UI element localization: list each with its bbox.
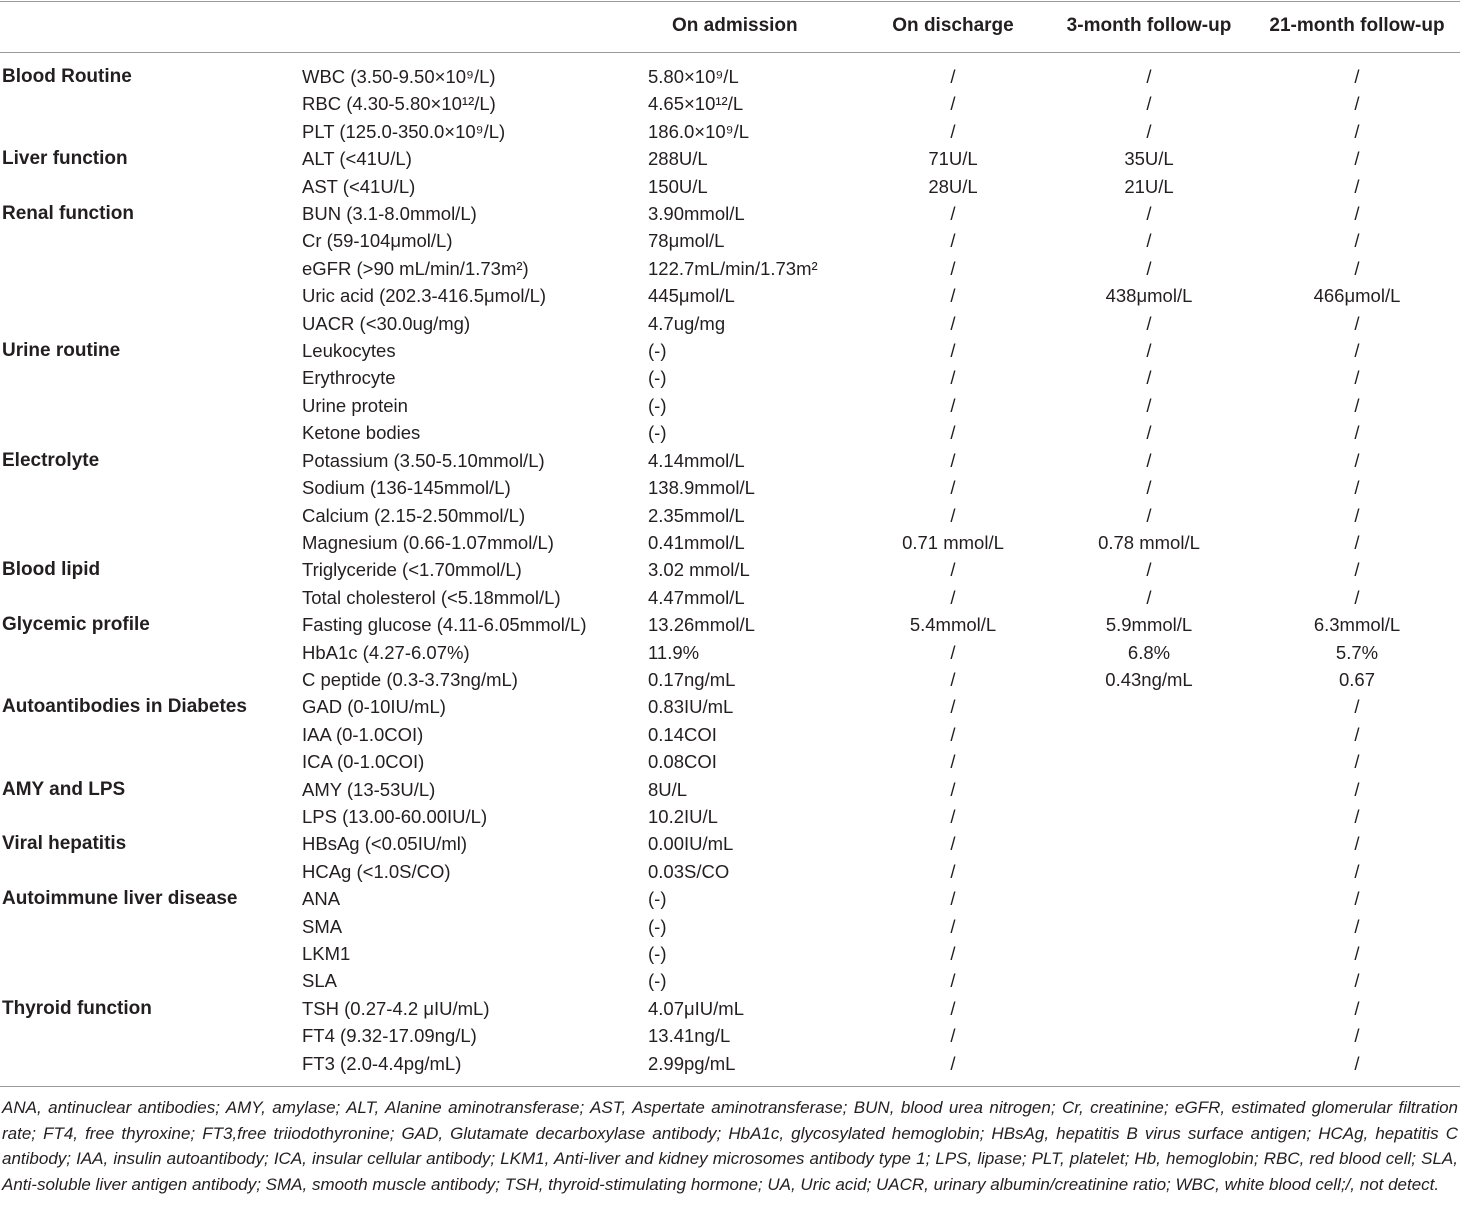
month21-cell: /: [1354, 477, 1360, 499]
month3-cell: /: [1146, 367, 1152, 389]
month3-cell: [1044, 1022, 1254, 1049]
month21-cell: /: [1354, 751, 1360, 773]
discharge-cell: /: [950, 559, 956, 581]
table-row: [0, 1050, 1460, 1077]
test-cell: Magnesium (0.66-1.07mmol/L): [302, 531, 554, 553]
group-cell: Urine routine: [2, 340, 121, 362]
admission-cell: 4.14mmol/L: [648, 449, 745, 471]
test-cell: FT3 (2.0-4.4pg/mL): [302, 1052, 462, 1074]
test-cell: TSH (0.27-4.2 μIU/mL): [302, 997, 490, 1019]
test-cell: IAA (0-1.0COI): [302, 723, 424, 745]
table-row: [0, 1022, 1460, 1049]
month3-cell: [1044, 693, 1254, 720]
table-row: [0, 419, 1460, 446]
group-cell: [0, 584, 302, 611]
discharge-cell: /: [950, 66, 956, 87]
discharge-cell: /: [950, 367, 956, 389]
month21-cell: /: [1354, 504, 1360, 526]
discharge-cell: 28U/L: [928, 175, 978, 197]
discharge-cell: /: [950, 1052, 956, 1074]
discharge-cell: 5.4mmol/L: [909, 614, 997, 636]
month21-cell: /: [1354, 449, 1360, 471]
test-cell: UACR (<30.0ug/mg): [302, 312, 471, 334]
group-cell: Viral hepatitis: [2, 833, 127, 855]
discharge-cell: /: [950, 285, 956, 307]
group-cell: [0, 282, 302, 309]
table-row: [0, 666, 1460, 693]
admission-cell: 0.83IU/mL: [648, 696, 734, 718]
table-row: [0, 858, 1460, 885]
group-cell: [0, 118, 302, 145]
test-cell: SLA: [302, 970, 337, 992]
discharge-cell: /: [950, 751, 956, 773]
discharge-cell: /: [950, 805, 956, 827]
month21-cell: /: [1354, 888, 1360, 910]
discharge-cell: /: [950, 120, 956, 142]
table-row: [0, 693, 1460, 720]
admission-cell: 138.9mmol/L: [648, 477, 755, 499]
admission-cell: 78μmol/L: [648, 230, 725, 252]
discharge-cell: /: [950, 915, 956, 937]
bottom-rule: [0, 1086, 1460, 1087]
test-cell: WBC (3.50-9.50×10⁹/L): [302, 66, 496, 87]
test-cell: AST (<41U/L): [302, 175, 416, 197]
table-row: [0, 913, 1460, 940]
discharge-cell: /: [950, 477, 956, 499]
month3-cell: [1044, 967, 1254, 994]
admission-cell: 186.0×10⁹/L: [648, 120, 750, 142]
group-cell: [0, 227, 302, 254]
table-row: [0, 310, 1460, 337]
test-cell: ANA: [302, 888, 341, 910]
discharge-cell: 71U/L: [928, 148, 978, 170]
admission-cell: 122.7mL/min/1.73m²: [648, 257, 818, 279]
month21-cell: /: [1354, 586, 1360, 608]
group-cell: [0, 529, 302, 556]
test-cell: AMY (13-53U/L): [302, 778, 436, 800]
group-cell: Autoantibodies in Diabetes: [2, 696, 247, 718]
test-cell: PLT (125.0-350.0×10⁹/L): [302, 120, 506, 142]
month21-cell: 6.3mmol/L: [1313, 614, 1401, 636]
admission-cell: 3.02 mmol/L: [648, 559, 750, 581]
discharge-cell: /: [950, 997, 956, 1019]
admission-cell: 4.07μIU/mL: [648, 997, 745, 1019]
discharge-cell: /: [950, 449, 956, 471]
month21-cell: 466μmol/L: [1313, 285, 1401, 307]
discharge-cell: /: [950, 257, 956, 279]
month3-cell: [1044, 913, 1254, 940]
admission-cell: (-): [648, 422, 667, 444]
month3-cell: /: [1146, 449, 1152, 471]
discharge-cell: /: [950, 696, 956, 718]
month21-cell: /: [1354, 778, 1360, 800]
discharge-cell: /: [950, 312, 956, 334]
group-cell: [0, 419, 302, 446]
month21-cell: 0.67: [1338, 668, 1375, 690]
table-row: [0, 447, 1460, 474]
group-cell: Renal function: [2, 203, 134, 225]
admission-cell: 11.9%: [648, 641, 700, 663]
admission-cell: 2.99pg/mL: [648, 1052, 736, 1074]
group-cell: [0, 913, 302, 940]
table-row: [0, 748, 1460, 775]
table-body: [0, 52, 1460, 1077]
table-row: [0, 90, 1460, 117]
table-row: [0, 885, 1460, 912]
group-cell: [0, 173, 302, 200]
header-21-month: 21-month follow-up: [1269, 15, 1445, 37]
group-cell: [0, 364, 302, 391]
month3-cell: /: [1146, 203, 1152, 225]
discharge-cell: /: [950, 668, 956, 690]
group-cell: [0, 310, 302, 337]
discharge-cell: /: [950, 723, 956, 745]
test-cell: Urine protein: [302, 394, 408, 416]
group-cell: [0, 1022, 302, 1049]
table-row: [0, 255, 1460, 282]
table-row: [0, 830, 1460, 857]
month3-cell: [1044, 1050, 1254, 1077]
discharge-cell: /: [950, 641, 956, 663]
admission-cell: 4.47mmol/L: [648, 586, 745, 608]
table-row: [0, 611, 1460, 638]
group-cell: Thyroid function: [2, 997, 152, 1019]
spacer-cell: [0, 52, 1460, 63]
month3-cell: /: [1146, 120, 1152, 142]
month3-cell: /: [1146, 586, 1152, 608]
discharge-cell: /: [950, 93, 956, 115]
group-cell: [0, 803, 302, 830]
test-cell: Cr (59-104μmol/L): [302, 230, 453, 252]
test-cell: BUN (3.1-8.0mmol/L): [302, 203, 477, 225]
admission-cell: (-): [648, 970, 667, 992]
discharge-cell: /: [950, 778, 956, 800]
discharge-cell: /: [950, 833, 956, 855]
test-cell: HbA1c (4.27-6.07%): [302, 641, 470, 663]
discharge-cell: 0.71 mmol/L: [902, 531, 1004, 553]
discharge-cell: /: [950, 504, 956, 526]
admission-cell: 0.41mmol/L: [648, 531, 745, 553]
month3-cell: /: [1146, 312, 1152, 334]
table-row: [0, 337, 1460, 364]
month3-cell: /: [1146, 504, 1152, 526]
admission-cell: 3.90mmol/L: [648, 203, 745, 225]
month3-cell: /: [1146, 66, 1152, 87]
header-on-admission: On admission: [672, 15, 798, 37]
month21-cell: /: [1354, 723, 1360, 745]
month21-cell: /: [1354, 997, 1360, 1019]
test-cell: HCAg (<1.0S/CO): [302, 860, 451, 882]
test-cell: Total cholesterol (<5.18mmol/L): [302, 586, 561, 608]
month3-cell: 0.78 mmol/L: [1098, 531, 1200, 553]
month3-cell: [1044, 858, 1254, 885]
admission-cell: 10.2IU/L: [648, 805, 718, 827]
table-row: [0, 776, 1460, 803]
month21-cell: /: [1354, 422, 1360, 444]
discharge-cell: /: [950, 203, 956, 225]
test-cell: LKM1: [302, 943, 351, 964]
admission-cell: 8U/L: [648, 778, 688, 800]
group-cell: Blood lipid: [2, 559, 101, 581]
test-cell: FT4 (9.32-17.09ng/L): [302, 1025, 477, 1047]
month3-cell: [1044, 803, 1254, 830]
test-cell: eGFR (>90 mL/min/1.73m²): [302, 257, 529, 279]
month3-cell: 35U/L: [1124, 148, 1174, 170]
table-row: [0, 995, 1460, 1022]
month21-cell: /: [1354, 833, 1360, 855]
group-cell: [0, 255, 302, 282]
month3-cell: 6.8%: [1127, 641, 1171, 663]
group-cell: [0, 666, 302, 693]
table-row: [0, 173, 1460, 200]
month21-cell: 5.7%: [1335, 641, 1379, 663]
month21-cell: /: [1354, 394, 1360, 416]
table-row: [0, 584, 1460, 611]
table-row: [0, 803, 1460, 830]
admission-cell: 445μmol/L: [648, 285, 735, 307]
discharge-cell: /: [950, 970, 956, 992]
month21-cell: /: [1354, 1025, 1360, 1047]
month21-cell: /: [1354, 175, 1360, 197]
table-row: [0, 392, 1460, 419]
group-cell: Electrolyte: [2, 449, 100, 471]
month21-cell: /: [1354, 970, 1360, 992]
header-group: [0, 0, 302, 52]
group-cell: [0, 474, 302, 501]
table-row: [0, 227, 1460, 254]
admission-cell: 5.80×10⁹/L: [648, 66, 739, 87]
month21-cell: /: [1354, 340, 1360, 362]
table-row: [0, 474, 1460, 501]
test-cell: Potassium (3.50-5.10mmol/L): [302, 449, 545, 471]
group-cell: [0, 748, 302, 775]
admission-cell: 4.65×10¹²/L: [648, 93, 744, 115]
admission-cell: 0.03S/CO: [648, 860, 730, 882]
group-cell: Glycemic profile: [2, 614, 150, 636]
month3-cell: 21U/L: [1124, 175, 1174, 197]
discharge-cell: /: [950, 422, 956, 444]
month3-cell: /: [1146, 422, 1152, 444]
month3-cell: 5.9mmol/L: [1105, 614, 1193, 636]
month21-cell: /: [1354, 805, 1360, 827]
discharge-cell: /: [950, 860, 956, 882]
test-cell: RBC (4.30-5.80×10¹²/L): [302, 93, 496, 115]
month21-cell: /: [1354, 1052, 1360, 1074]
table-row: [0, 364, 1460, 391]
admission-cell: (-): [648, 915, 667, 937]
table-row: [0, 118, 1460, 145]
table-row: [0, 940, 1460, 967]
group-cell: [0, 639, 302, 666]
test-cell: Sodium (136-145mmol/L): [302, 477, 511, 499]
admission-cell: 13.41ng/L: [648, 1025, 731, 1047]
table-row: [0, 63, 1460, 90]
month21-cell: /: [1354, 203, 1360, 225]
month3-cell: [1044, 776, 1254, 803]
month3-cell: [1044, 885, 1254, 912]
test-cell: HBsAg (<0.05IU/ml): [302, 833, 468, 855]
month21-cell: /: [1354, 148, 1360, 170]
group-cell: Blood Routine: [2, 66, 132, 87]
header-3-month: 3-month follow-up: [1066, 15, 1232, 37]
month3-cell: [1044, 748, 1254, 775]
month3-cell: /: [1146, 477, 1152, 499]
month21-cell: /: [1354, 915, 1360, 937]
admission-cell: (-): [648, 888, 667, 910]
group-cell: [0, 1050, 302, 1077]
admission-cell: 4.7ug/mg: [648, 312, 726, 334]
month3-cell: [1044, 995, 1254, 1022]
group-cell: Autoimmune liver disease: [2, 888, 238, 910]
table-row: [0, 502, 1460, 529]
group-cell: AMY and LPS: [2, 778, 126, 800]
month21-cell: /: [1354, 860, 1360, 882]
admission-cell: (-): [648, 943, 667, 964]
month21-cell: /: [1354, 367, 1360, 389]
admission-cell: 0.08COI: [648, 751, 717, 773]
test-cell: Calcium (2.15-2.50mmol/L): [302, 504, 526, 526]
test-cell: Triglyceride (<1.70mmol/L): [302, 559, 522, 581]
admission-cell: (-): [648, 394, 667, 416]
test-cell: Leukocytes: [302, 340, 396, 362]
month21-cell: /: [1354, 312, 1360, 334]
discharge-cell: /: [950, 1025, 956, 1047]
discharge-cell: /: [950, 340, 956, 362]
test-cell: GAD (0-10IU/mL): [302, 696, 446, 718]
table-footnote: ANA, antinuclear antibodies; AMY, amylase; ALT, Alanine aminotransferase; AST, Aspertate aminotransferase; BUN, blood urea nitrogen; Cr, creatinine; eGFR, estimated glomerular filtration rate; FT4, free thyroxine; FT3,free triiodothyronine; GAD, Glutamate decarboxylase antibody; HbA1c, glycosylated hemoglobin; HBsAg, hepatitis B virus surface antigen; HCAg, hepatitis C antibody; IAA, insulin autoantibody; ICA, insular cellular antibody; LKM1, Anti-liver and kidney microsomes antibody type 1; LPS, lipase; PLT, platelet; Hb, hemoglobin; RBC, red blood cell; SLA, Anti-soluble liver antigen antibody; SMA, smooth muscle antibody; TSH, thyroid-stimulating hormone; UA, Uric acid; UACR, urinary albumin/creatinine ratio; WBC, white blood cell;/, not detect.: [2, 1098, 1458, 1194]
month3-cell: /: [1146, 257, 1152, 279]
month21-cell: /: [1354, 696, 1360, 718]
table-row: [0, 639, 1460, 666]
discharge-cell: /: [950, 888, 956, 910]
table-row: [0, 721, 1460, 748]
month21-cell: /: [1354, 120, 1360, 142]
table-row: [0, 967, 1460, 994]
admission-cell: 288U/L: [648, 148, 708, 170]
group-cell: [0, 502, 302, 529]
test-cell: Uric acid (202.3-416.5μmol/L): [302, 285, 547, 307]
month21-cell: /: [1354, 230, 1360, 252]
header-on-discharge: On discharge: [892, 15, 1014, 37]
month21-cell: /: [1354, 943, 1360, 964]
discharge-cell: /: [950, 586, 956, 608]
admission-cell: 150U/L: [648, 175, 708, 197]
test-cell: ALT (<41U/L): [302, 148, 412, 170]
table-row: [0, 529, 1460, 556]
group-cell: [0, 721, 302, 748]
test-cell: SMA: [302, 915, 343, 937]
month3-cell: /: [1146, 559, 1152, 581]
discharge-cell: /: [950, 230, 956, 252]
table-row: [0, 556, 1460, 583]
table-row: [0, 200, 1460, 227]
month3-cell: [1044, 940, 1254, 967]
test-cell: Fasting glucose (4.11-6.05mmol/L): [302, 614, 587, 636]
table-header-row: [0, 0, 1460, 52]
table-spacer-row: [0, 52, 1460, 63]
group-cell: [0, 858, 302, 885]
admission-cell: 0.17ng/mL: [648, 668, 736, 690]
month3-cell: /: [1146, 394, 1152, 416]
test-cell: C peptide (0.3-3.73ng/mL): [302, 668, 518, 690]
group-cell: Liver function: [2, 148, 128, 170]
month21-cell: /: [1354, 93, 1360, 115]
admission-cell: 13.26mmol/L: [648, 614, 755, 636]
test-cell: LPS (13.00-60.00IU/L): [302, 805, 488, 827]
admission-cell: 0.14COI: [648, 723, 717, 745]
admission-cell: 2.35mmol/L: [648, 504, 745, 526]
discharge-cell: /: [950, 943, 956, 964]
test-cell: Ketone bodies: [302, 422, 421, 444]
group-cell: [0, 392, 302, 419]
test-cell: ICA (0-1.0COI): [302, 751, 425, 773]
month21-cell: /: [1354, 257, 1360, 279]
month21-cell: /: [1354, 66, 1360, 87]
month3-cell: /: [1146, 93, 1152, 115]
month3-cell: [1044, 830, 1254, 857]
discharge-cell: /: [950, 394, 956, 416]
table-row: [0, 145, 1460, 172]
header-test: [302, 0, 644, 52]
month3-cell: [1044, 721, 1254, 748]
group-cell: [0, 940, 302, 967]
month3-cell: /: [1146, 230, 1152, 252]
group-cell: [0, 90, 302, 117]
group-cell: [0, 967, 302, 994]
month21-cell: /: [1354, 559, 1360, 581]
admission-cell: (-): [648, 367, 667, 389]
month21-cell: /: [1354, 531, 1360, 553]
month3-cell: /: [1146, 340, 1152, 362]
month3-cell: 0.43ng/mL: [1105, 668, 1193, 690]
test-cell: Erythrocyte: [302, 367, 396, 389]
admission-cell: 0.00IU/mL: [648, 833, 734, 855]
month3-cell: 438μmol/L: [1105, 285, 1193, 307]
admission-cell: (-): [648, 340, 667, 362]
table-row: [0, 282, 1460, 309]
